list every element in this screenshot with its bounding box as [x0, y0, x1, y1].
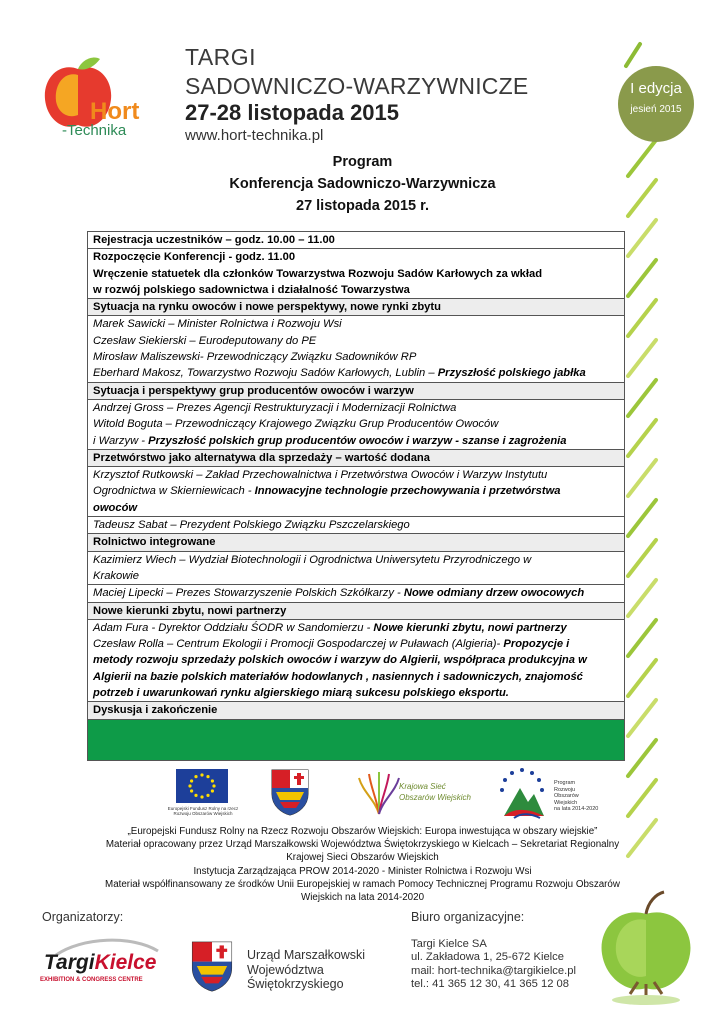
- footer-line: Krajowej Sieci Obszarów Wiejskich: [286, 852, 439, 864]
- talk-title: Nowe odmiany drzew owocowych: [403, 587, 585, 600]
- hort-technika-logo: [38, 55, 156, 145]
- kielce-word: Kielce: [94, 951, 157, 974]
- urzad-line: Świętokrzyskiego: [247, 977, 344, 991]
- opening-text: Rozpoczęcie Konferencji - godz. 11.00: [93, 251, 296, 264]
- speaker-line: Andrzej Gross – Prezes Agencji Restrukturyzacji i Modernizacji Rolnictwa: [93, 401, 457, 414]
- speaker-line: Ogrodnictwa w Skierniewicach -: [93, 485, 255, 498]
- program-date: 27 listopada 2015 r.: [296, 198, 429, 214]
- table-row: [88, 400, 624, 450]
- talk-title: Innowacyjne technologie przechowywania i przetwórstwa: [254, 485, 561, 498]
- footer-line: Materiał opracowany przez Urząd Marszałkowski Województwa Świętokrzyskiego w Kielcach – Sekretariat Regionalny: [105, 839, 620, 851]
- speaker-line: Czesław Siekierski – Eurodeputowany do PE: [93, 334, 317, 347]
- prow-text-4: Wiejskich: [554, 799, 578, 806]
- ksow-text-2: Obszarów Wiejskich: [399, 793, 471, 802]
- prow-text-3: Obszarów: [554, 793, 579, 799]
- talk-title: Propozycje i: [503, 638, 570, 651]
- section-3-title: Przetwórstwo jako alternatywa dla sprzedaży – wartość dodana: [93, 451, 430, 464]
- eu-flag-icon: [176, 769, 228, 803]
- section-header: [88, 299, 624, 316]
- targi-kielce-wordmark: [44, 951, 156, 975]
- talk-title: owoców: [93, 501, 138, 514]
- header-url[interactable]: www.hort-technika.pl: [185, 127, 324, 144]
- biuro-line: Targi Kielce SA: [411, 938, 487, 950]
- talk-title: potrzeb i uwarunkowań rynku algierskiego miarą sukcesu polskiego eksportu.: [93, 687, 509, 700]
- header-targi: TARGI: [185, 44, 257, 70]
- swietokrzyskie-crest: [270, 768, 310, 821]
- prow-emblem-icon: [492, 766, 552, 822]
- speaker-line: Krakowie: [93, 569, 140, 582]
- section-5-title: Nowe kierunki zbytu, nowi partnerzy: [93, 604, 287, 617]
- section-header: [88, 534, 624, 551]
- section-2-title: Sytuacja i perspektywy grup producentów owoców i warzyw: [93, 384, 414, 397]
- header-dates: 27-28 listopada 2015: [185, 100, 400, 125]
- biuro-email[interactable]: mail: hort-technika@targikielce.pl: [411, 964, 576, 977]
- prow-text-1: Program: [554, 780, 576, 786]
- table-row: [88, 620, 624, 702]
- eu-caption-2: Rozwoju Obszarów Wiejskich: [173, 811, 233, 816]
- program-title: Program: [332, 154, 393, 170]
- section-header: [88, 702, 624, 719]
- biuro-phone: tel.: 41 365 12 30, 41 365 12 08: [411, 977, 570, 990]
- speaker-line: Maciej Lipecki – Prezes Stowarzyszenie Polskich Szkółkarzy -: [93, 587, 404, 600]
- coat-of-arms-icon: [190, 940, 234, 992]
- eu-logo: [158, 769, 268, 821]
- targi-kielce-logo: [40, 937, 170, 987]
- section-header: [88, 450, 624, 467]
- edition-badge: [618, 66, 694, 142]
- ksow-text-1: Krajowa Sieć: [399, 782, 446, 791]
- ksow-logo: [355, 770, 485, 822]
- talk-title: metody rozwoju sprzedaży polskich owoców i warzyw do Algierii, współpraca produkcyjna w: [93, 654, 587, 667]
- speaker-line: Witold Boguta – Przewodniczący Krajowego Związku Grup Producentów Owoców: [93, 418, 499, 431]
- section-header: [88, 383, 624, 400]
- organizers-label: Organizatorzy:: [42, 910, 124, 924]
- footer-line: Materiał współfinansowany ze środków Unii Europejskiej w ramach Pomocy Technicznej Programu Rozwoju Obszarów: [105, 878, 620, 890]
- logo-text-technika: -Technika: [62, 122, 127, 139]
- prow-text-2: Rozwoju: [554, 786, 576, 793]
- talk-title: Przyszłość polskiego jabłka: [437, 367, 586, 380]
- prow-logo: [492, 766, 602, 826]
- eu-stars-icon: [176, 769, 228, 803]
- logo-text-hort: Hort: [90, 98, 140, 125]
- table-row: [88, 552, 624, 586]
- targi-subtitle: EXHIBITION & CONGRESS CENTRE: [40, 977, 143, 983]
- registration-text: Rejestracja uczestników – godz. 10.00 – 11.00: [93, 234, 335, 246]
- speaker-line: Marek Sawicki – Minister Rolnictwa i Rozwoju Wsi: [93, 318, 342, 331]
- urzad-line: Urząd Marszałkowski: [247, 948, 366, 962]
- biuro-line: ul. Zakładowa 1, 25-672 Kielce: [411, 951, 564, 964]
- prow-text: [554, 780, 598, 813]
- footer-line: Wiejskich na lata 2014-2020: [300, 892, 425, 904]
- prow-text-5: na lata 2014-2020: [554, 806, 599, 812]
- speaker-line: i Warzyw -: [93, 434, 149, 447]
- eu-caption-1: Europejski Fundusz Rolny na rzecz: [167, 806, 239, 811]
- program-subtitle: Konferencja Sadowniczo-Warzywnicza: [229, 176, 496, 192]
- table-row: [88, 249, 624, 299]
- edition-title: I edycja: [630, 80, 682, 97]
- urzad-line: Województwa: [247, 962, 324, 977]
- table-row: [88, 316, 624, 382]
- awards-text-2: w rozwój polskiego sadownictwa i działalność Towarzystwa: [93, 283, 410, 296]
- biuro-label: Biuro organizacyjne:: [411, 910, 525, 924]
- urzad-text: [247, 948, 365, 992]
- table-row: [88, 232, 624, 249]
- apple-tree-icon: [590, 890, 702, 1010]
- edition-season: jesień 2015: [630, 104, 682, 115]
- section-1-title: Sytuacja na rynku owoców i nowe perspektywy, nowe rynki zbytu: [93, 301, 441, 314]
- speaker-line: Tadeusz Sabat – Prezydent Polskiego Związku Pszczelarskiego: [93, 519, 410, 532]
- table-row: [88, 585, 624, 602]
- speaker-line: Czesław Rolla – Centrum Ekologii i Promocji Gospodarczej w Puławach (Algieria)-: [93, 638, 504, 651]
- talk-title: Nowe kierunki zbytu, nowi partnerzy: [373, 621, 567, 634]
- speaker-line: Krzysztof Rutkowski – Zakład Przechowalnictwa i Przetwórstwa Owoców i Warzyw Instytutu: [93, 469, 548, 482]
- section-header: [88, 603, 624, 620]
- funding-footer: [60, 825, 665, 904]
- speaker-line: Eberhard Makosz, Towarzystwo Rozwoju Sadów Karłowych, Lublin –: [93, 367, 438, 380]
- header-event-name: SADOWNICZO-WARZYWNICZE: [185, 73, 529, 99]
- section-6-title: Dyskusja i zakończenie: [93, 704, 218, 717]
- green-bar: [88, 720, 624, 760]
- biuro-contact: [411, 938, 576, 991]
- footer-line: „Europejski Fundusz Rolny na Rzecz Rozwoju Obszarów Wiejskich: Europa inwestująca w obszary wiejskie”: [127, 826, 598, 837]
- section-4-title: Rolnictwo integrowane: [93, 536, 216, 549]
- speaker-line: Adam Fura - Dyrektor Oddziału ŚODR w Sandomierzu -: [93, 621, 374, 634]
- speaker-line: Mirosław Maliszewski- Przewodniczący Związku Sadowników RP: [93, 351, 417, 364]
- table-row: [88, 517, 624, 534]
- table-row: [88, 467, 624, 517]
- program-table: [87, 231, 625, 761]
- coat-of-arms-icon: [270, 768, 310, 816]
- urzad-crest: [190, 940, 234, 997]
- speaker-line: Kazimierz Wiech – Wydział Biotechnologii i Ogrodnictwa Uniwersytetu Przyrodniczego w: [93, 553, 532, 566]
- awards-text-1: Wręczenie statuetek dla członków Towarzystwa Rozwoju Sadów Karłowych za wkład: [93, 267, 543, 280]
- talk-title: Przyszłość polskich grup producentów owoców i warzyw - szanse i zagrożenia: [148, 434, 567, 447]
- talk-title: Algierii na bazie polskich materiałów hodowlanych , nasiennych i sadowniczych, znajomość: [93, 670, 583, 683]
- footer-line: Instytucja Zarządzająca PROW 2014-2020 - Minister Rolnictwa i Rozwoju Wsi: [193, 865, 532, 877]
- tree-of-lines-icon: [355, 770, 403, 816]
- targi-word: Targi: [44, 951, 95, 974]
